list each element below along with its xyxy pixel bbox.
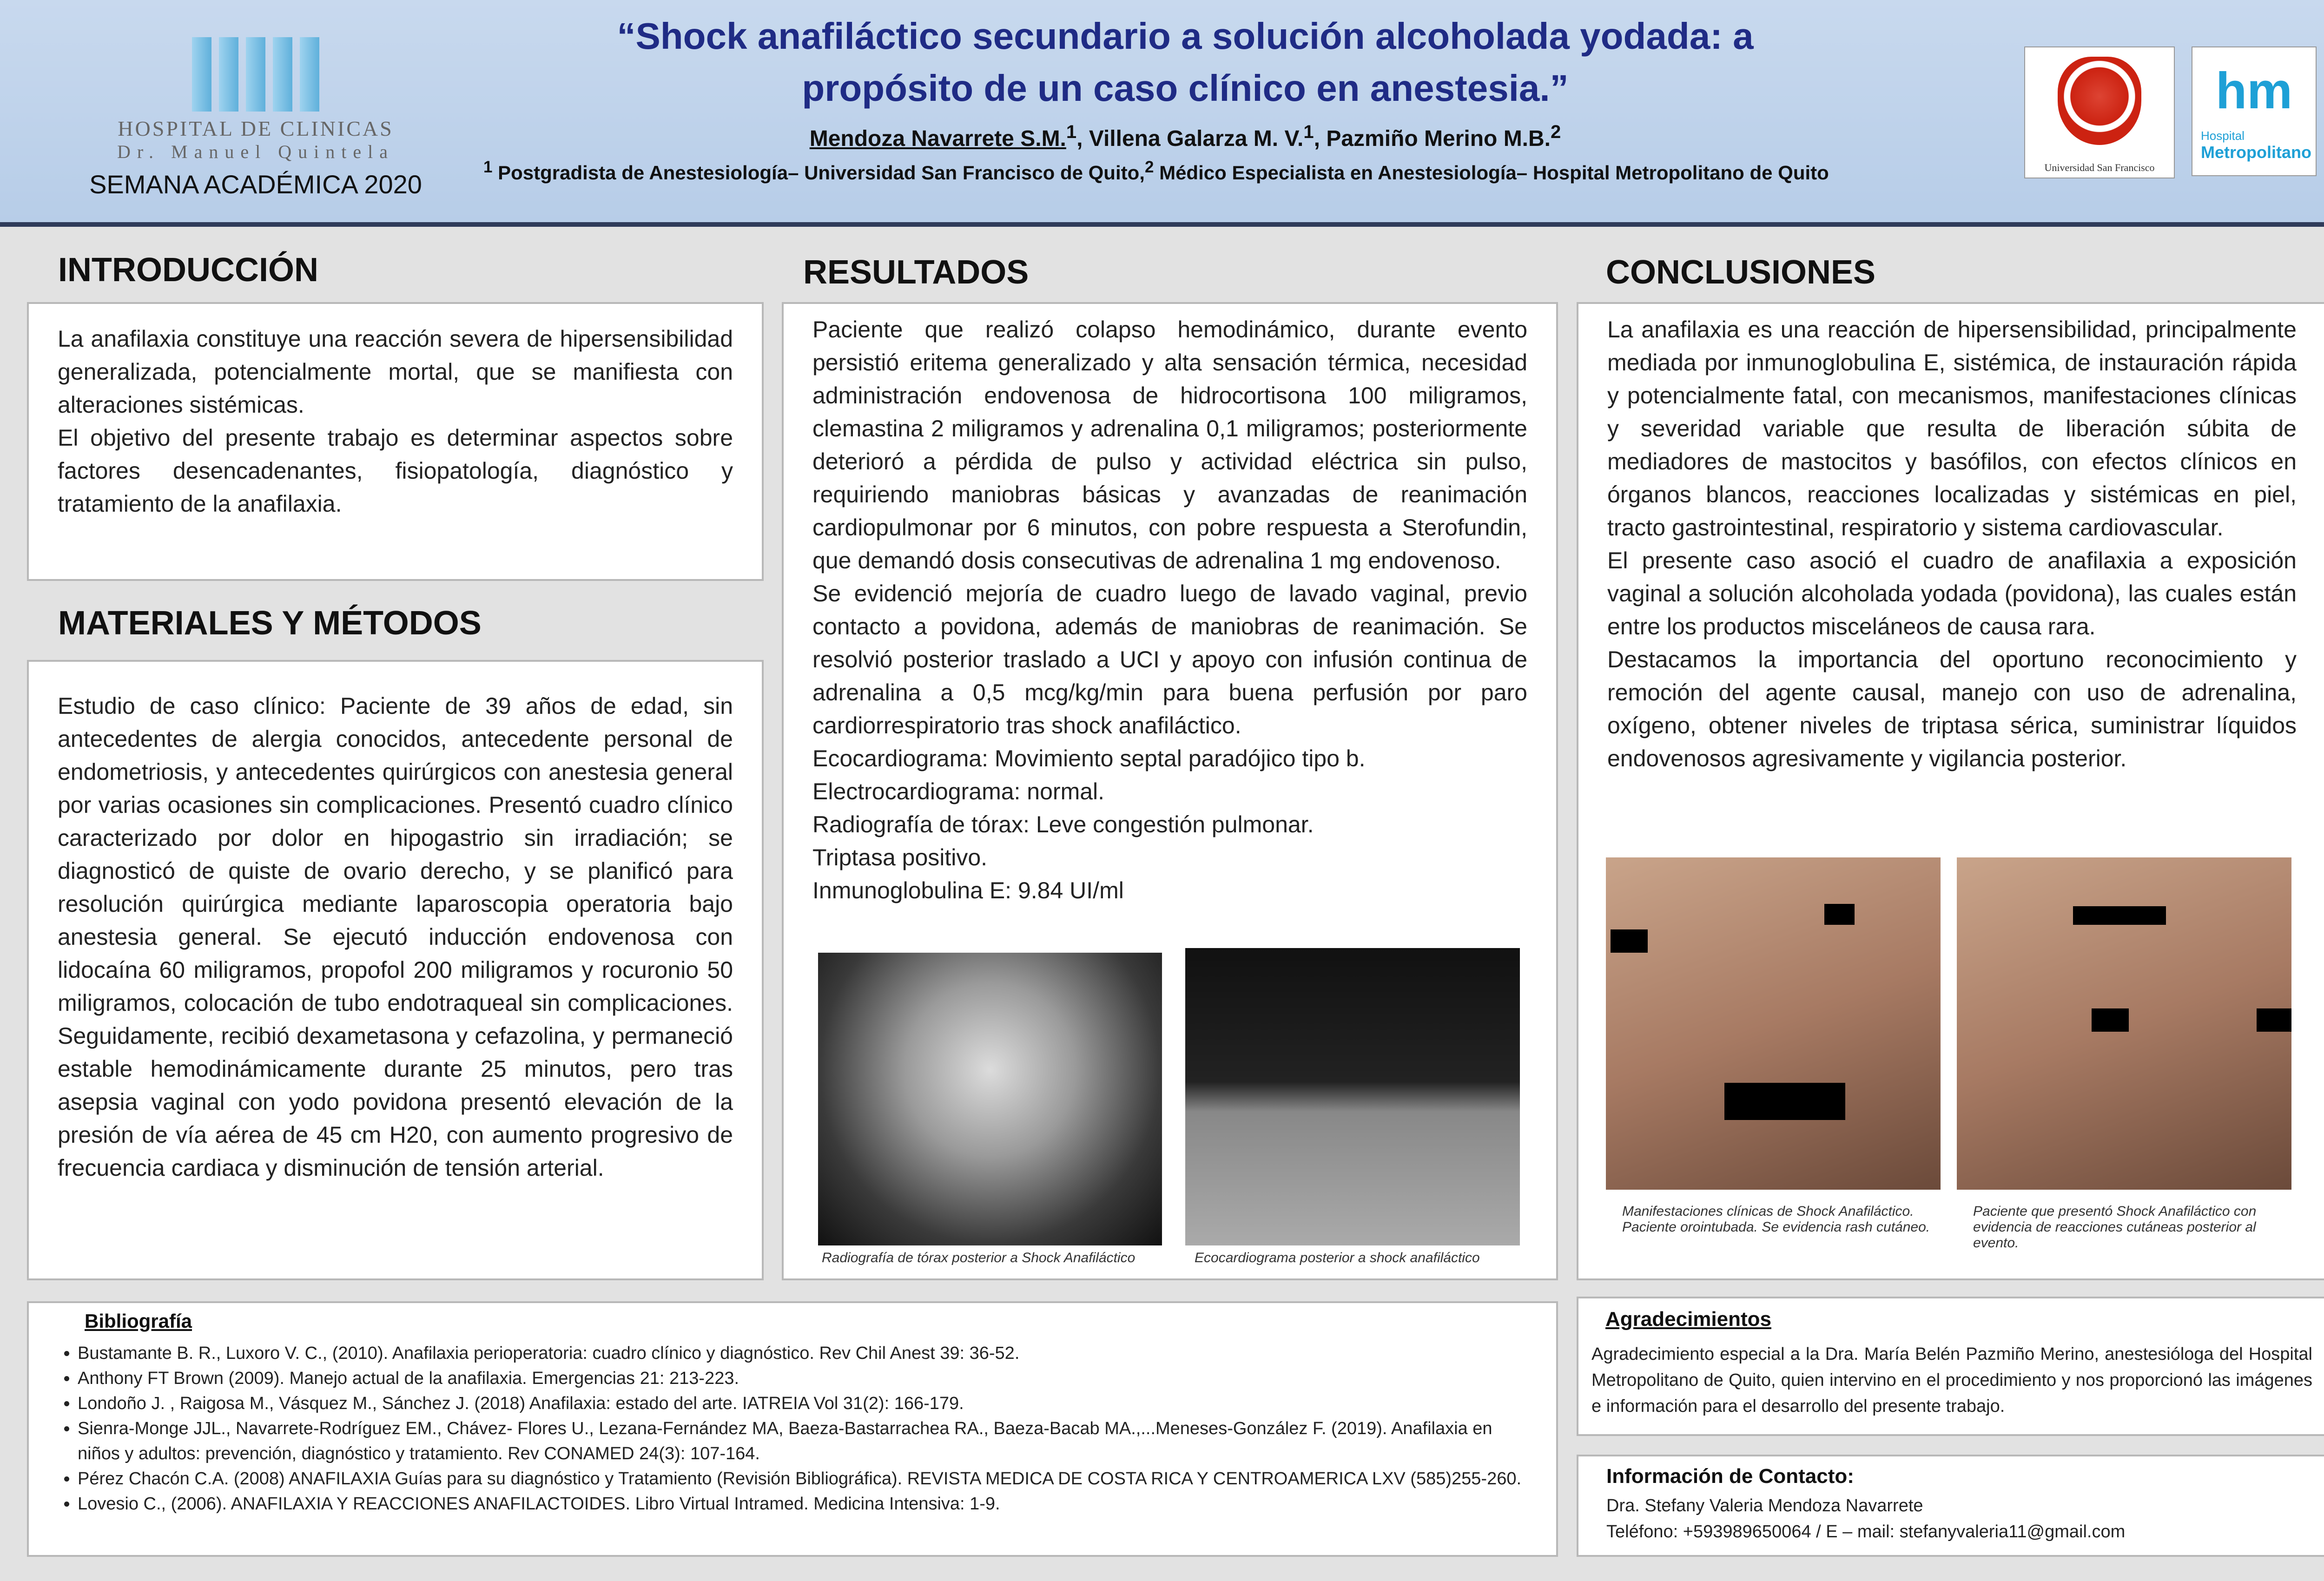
title-line-1: “Shock anafiláctico secundario a solución alcoholada yodada: a [617,15,1754,57]
intro-heading: INTRODUCCIÓN [58,251,318,289]
contact-name: Dra. Stefany Valeria Mendoza Navarrete [1606,1496,1923,1515]
conclusions-paragraph-3: Destacamos la importancia del oportuno reconocimiento y remoción del agente causal, manejo con uso de adrenalina, oxígeno, obtener niveles de triptasa sérica, suministrar líquidos endovenosos agresivamente y vigilancia posterior. [1607,646,2297,771]
bibliography-item: • Bustamante B. R., Luxoro V. C., (2010). Anafilaxia perioperatoria: cuadro clínico y diagnóstico. Rev Chil Anest 39: 36-52. [78,1341,1528,1366]
author-2-sup: 1 [1303,122,1314,142]
hm-logo-mark: hm [2216,62,2292,119]
conclusions-text [1607,313,2297,775]
bibliography-list [59,1341,1528,1516]
xray-image [818,953,1162,1245]
bibliography-item: • Londoño J. , Raigosa M., Vásquez M., Sánchez J. (2018) Anafilaxia: estado del arte. IATREIA Vol 31(2): 166-179. [78,1391,1528,1416]
contact-heading: Información de Contacto: [1606,1465,1854,1488]
author-2: , Villena Galarza M. V. [1076,126,1304,151]
hospital-logo-bars-icon [79,37,432,112]
hospital-metropolitano-logo [2192,46,2317,176]
poster-title [465,10,1906,114]
censor-bar [1611,929,1648,953]
bibliography-item: • Sienra-Monge JJL., Navarrete-Rodríguez EM., Chávez- Flores U., Lezana-Fernández MA, Baeza-Bastarrachea RA., Baeza-Bacab MA.,...Meneses-González F. (2019). Anafilaxia en niños y adultos: prevención, diagnóstico y tratamiento. Rev CONAMED 24(3): 107-164. [78,1416,1528,1466]
author-1-sup: 1 [1066,122,1077,142]
affil-sup-2: 2 [1144,158,1154,176]
results-heading: RESULTADOS [803,254,1029,291]
intro-text [58,323,733,520]
censor-bar [1824,904,1855,925]
contact-box [1577,1455,2324,1557]
echo-caption: Ecocardiograma posterior a shock anafiláctico [1195,1250,1480,1265]
censor-bar [2073,906,2166,925]
thanks-box [1577,1297,2324,1436]
results-paragraph-1: Paciente que realizó colapso hemodinámico, durante evento persistió eritema generalizado y alta sensación térmica, necesidad administración endovenosa de hidrocortisona 100 miligramos, clemastina 2 miligramos y adrenalina 0,1 miligramos; posteriormente deterioró a pérdida de pulso y actividad eléctrica sin pulso, requiriendo maniobras básicas y avanzadas de reanimación cardiopulmonar por 6 minutos, con pobre respuesta a Sterofundin, que demandó dosis consecutivas de adrenalina 1 mg endovenoso. [812,316,1527,573]
hospital-subname: Dr. Manuel Quintela [117,141,394,162]
methods-text [58,690,733,1185]
xray-caption: Radiografía de tórax posterior a Shock Anafiláctico [822,1250,1136,1265]
methods-heading: MATERIALES Y MÉTODOS [58,605,482,642]
intro-paragraph-2: El objetivo del presente trabajo es determinar aspectos sobre factores desencadenantes, fisiopatología, diagnóstico y tratamiento de la anafilaxia. [58,425,733,517]
bibliography-item: • Anthony FT Brown (2009). Manejo actual de la anafilaxia. Emergencias 21: 213-223. [78,1366,1528,1391]
results-paragraph-2: Se evidenció mejoría de cuadro luego de lavado vaginal, previo contacto a povidona, además de maniobras de reanimación. Se resolvió posterior traslado a UCI y apoyo con infusión continua de adrenalina a 0,5 mcg/kg/min para buena perfusión por paro cardiorrespiratorio tras shock anafiláctico. [812,580,1527,738]
patient-photo-1-caption: Manifestaciones clínicas de Shock Anafiláctico. Paciente orointubada. Se evidencia rash cutáneo. [1622,1204,1930,1235]
intro-box [27,302,764,581]
hospital-logo [79,28,432,209]
usfq-logo-caption: Universidad San Francisco [2044,162,2155,173]
poster-header [0,0,2324,227]
results-ecocardiograma: Ecocardiograma: Movimiento septal paradójico tipo b. [812,745,1366,771]
bibliography-item: • Lovesio C., (2006). ANAFILAXIA Y REACCIONES ANAFILACTOIDES. Libro Virtual Intramed. Medicina Intensiva: 1-9. [78,1491,1528,1516]
patient-photo-1 [1606,857,1941,1190]
usfq-logo [2024,46,2175,178]
title-line-2: propósito de un caso clínico en anestesia.” [802,67,1569,109]
author-3: , Pazmiño Merino M.B. [1314,126,1551,151]
results-radiografia: Radiografía de tórax: Leve congestión pulmonar. [812,811,1314,837]
methods-box [27,660,764,1280]
affil-text-1: Postgradista de Anestesiología– Universidad San Francisco de Quito, [492,162,1145,184]
bibliography-list-container [59,1341,1528,1516]
echo-image [1185,948,1520,1245]
bibliography-box [27,1301,1558,1557]
event-name: SEMANA ACADÉMICA 2020 [89,170,422,199]
contact-phone-email: Teléfono: +593989650064 / E – mail: stefanyvaleria11@gmail.com [1606,1522,2126,1541]
results-electrocardiograma: Electrocardiograma: normal. [812,778,1105,804]
usfq-crest-icon [2058,57,2141,145]
bibliography-heading: Bibliografía [85,1310,192,1332]
patient-photo-2 [1957,857,2291,1190]
affil-text-2: Médico Especialista en Anestesiología– Hospital Metropolitano de Quito [1154,162,1829,184]
censor-bar [1724,1083,1845,1120]
conclusions-paragraph-2: El presente caso asoció el cuadro de anafilaxia a exposición vaginal a solución alcoholada yodada (povidona), las cuales están entre los productos misceláneos de causa rara. [1607,547,2297,639]
thanks-text: Agradecimiento especial a la Dra. María Belén Pazmiño Merino, anestesióloga del Hospital Metropolitano de Quito, quien intervino en el procedimiento y nos proporcionó las imágenes e información para el desarrollo del presente trabajo. [1591,1344,2312,1416]
author-3-sup: 2 [1551,122,1561,142]
author-1: Mendoza Navarrete S.M. [809,126,1066,151]
bibliography-item: • Pérez Chacón C.A. (2008) ANAFILAXIA Guías para su diagnóstico y Tratamiento (Revisión Bibliográfica). REVISTA MEDICA DE COSTA RICA Y CENTROAMERICA LXV (585)255-260. [78,1466,1528,1491]
results-triptasa: Triptasa positivo. [812,844,988,870]
censor-bar [2257,1008,2291,1032]
conclusions-paragraph-1: La anafilaxia es una reacción de hipersensibilidad, principalmente mediada por inmunoglobulina E, sistémica, de instauración rápida y potencialmente fatal, con mecanismos, manifestaciones clínicas y severidad variable que resulta de liberación súbita de mediadores de mastocitos y basófilos, con efectos clínicos en órganos blancos, reacciones localizadas y sistémicas en piel, tracto gastrointestinal, respiratorio y sistema cardiovascular. [1607,316,2297,540]
intro-paragraph-1: La anafilaxia constituye una reacción severa de hipersensibilidad generalizada, potencialmente mortal, que se manifiesta con alteraciones sistémicas. [58,326,733,418]
hm-logo-line-1: Hospital [2201,129,2245,143]
methods-paragraph-1: Estudio de caso clínico: Paciente de 39 años de edad, sin antecedentes de alergia conocidos, antecedente personal de endometriosis, y antecedentes quirúrgicos con anestesia general por varias ocasiones sin complicaciones. Presentó cuadro clínico caracterizado por dolor en hipogastrio sin irradiación; se diagnosticó de quiste de ovario derecho, y se planificó para resolución quirúrgica mediante laparoscopia operatoria bajo anestesia general. Se ejecutó inducción endovenosa con lidocaína 60 miligramos, propofol 200 miligramos y rocuronio 50 miligramos, colocación de tubo endotraqueal sin complicaciones. Seguidamente, recibió dexametasona y cefazolina, y permaneció estable hemodinámicamente durante 25 minutos, pero tras asepsia vaginal con yodo povidona presentó elevación de la presión de vía aérea de 45 cm H20, con aumento progresivo de frecuencia cardiaca y disminución de tensión arterial. [58,693,733,1181]
patient-photo-2-caption: Paciente que presentó Shock Anafiláctico con evidencia de reacciones cutáneas posterior al evento. [1973,1204,2257,1251]
conclusions-heading: CONCLUSIONES [1606,254,1876,291]
hospital-name: HOSPITAL DE CLINICAS [118,117,394,140]
thanks-heading: Agradecimientos [1605,1308,1771,1331]
affil-sup-1: 1 [483,158,493,176]
hm-logo-line-2: Metropolitano [2201,143,2311,162]
censor-bar [2092,1008,2129,1032]
results-inmunoglobulina: Inmunoglobulina E: 9.84 UI/ml [812,877,1124,903]
results-text [812,313,1527,907]
affiliations [465,158,1999,184]
authors [465,122,1906,152]
